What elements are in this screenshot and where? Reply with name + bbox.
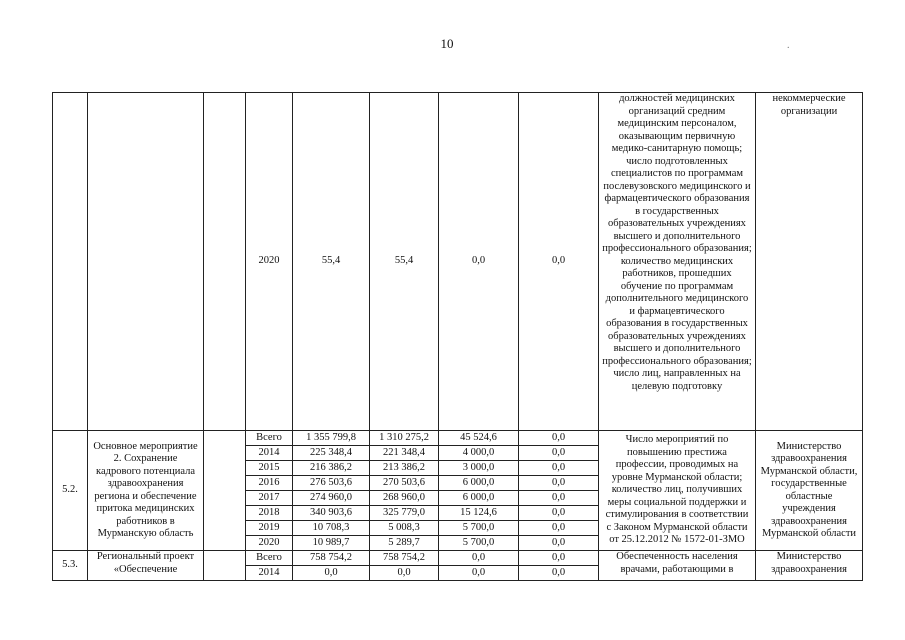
year-cell: 2018	[246, 506, 293, 521]
other-sources-cell: 0,0	[519, 93, 599, 431]
regional-budget-cell: 325 779,0	[370, 506, 439, 521]
federal-budget-cell: 6 000,0	[439, 476, 519, 491]
year-cell: Всего	[246, 431, 293, 446]
indicator-cell: Число мероприятий по повышению престижа профессии, проводимых на уровне Мурманской области; количество лиц, получивших меры социальной поддержки и стимулирования в соответствии с Законом Мурманской области от 25.12.2012 № 1572-01-ЗМО	[599, 431, 756, 551]
total-cell: 1 355 799,8	[293, 431, 370, 446]
total-cell: 0,0	[293, 566, 370, 581]
federal-budget-cell: 6 000,0	[439, 491, 519, 506]
year-cell: 2019	[246, 521, 293, 536]
year-cell: 2015	[246, 461, 293, 476]
page-number: 10	[440, 36, 454, 51]
regional-budget-cell: 221 348,4	[370, 446, 439, 461]
total-cell: 340 903,6	[293, 506, 370, 521]
other-sources-cell: 0,0	[519, 446, 599, 461]
regional-budget-cell: 55,4	[370, 93, 439, 431]
federal-budget-cell: 15 124,6	[439, 506, 519, 521]
program-measures-table	[52, 92, 863, 581]
total-cell: 10 708,3	[293, 521, 370, 536]
federal-budget-cell: 4 000,0	[439, 446, 519, 461]
other-sources-cell: 0,0	[519, 431, 599, 446]
number-cell-empty	[53, 93, 88, 431]
regional-budget-cell: 213 386,2	[370, 461, 439, 476]
other-sources-cell: 0,0	[519, 491, 599, 506]
name-cell-empty	[88, 93, 204, 431]
total-cell: 276 503,6	[293, 476, 370, 491]
executor-cell: некоммерческие организации	[756, 93, 863, 431]
federal-budget-cell: 3 000,0	[439, 461, 519, 476]
federal-budget-cell: 0,0	[439, 551, 519, 566]
federal-budget-cell: 0,0	[439, 566, 519, 581]
indicator-cell: должностей медицинских организаций средним медицинским персоналом, оказывающим первичную медико-санитарную помощь; число подготовленных специалистов по программам послевузовского медицинского и фармацевтического образования в государственных образовательных учреждениях высшего и дополнительного профессионального образования; количество медицинских работников, прошедших обучение по программам дополнительного медицинского и фармацевтического образования в государственных образовательных учреждениях высшего и дополнительного профессионального образования; число лиц, направленных на целевую подготовку	[599, 93, 756, 431]
other-sources-cell: 0,0	[519, 566, 599, 581]
regional-budget-cell: 0,0	[370, 566, 439, 581]
year-cell: 2020	[246, 93, 293, 431]
total-cell: 225 348,4	[293, 446, 370, 461]
year-cell: 2014	[246, 446, 293, 461]
indicator-cell: Обеспеченность населения врачами, работающими в	[599, 551, 756, 581]
table-row	[53, 431, 863, 446]
blank-cell	[204, 551, 246, 581]
federal-budget-cell: 5 700,0	[439, 536, 519, 551]
measure-name: Региональный проект «Обеспечение	[88, 551, 204, 581]
blank-cell	[204, 431, 246, 551]
total-cell: 758 754,2	[293, 551, 370, 566]
page-speck: .	[787, 40, 790, 51]
total-cell: 55,4	[293, 93, 370, 431]
other-sources-cell: 0,0	[519, 551, 599, 566]
other-sources-cell: 0,0	[519, 476, 599, 491]
measure-number: 5.2.	[53, 431, 88, 551]
total-cell: 274 960,0	[293, 491, 370, 506]
other-sources-cell: 0,0	[519, 461, 599, 476]
measure-number: 5.3.	[53, 551, 88, 581]
other-sources-cell: 0,0	[519, 536, 599, 551]
federal-budget-cell: 5 700,0	[439, 521, 519, 536]
year-cell: 2017	[246, 491, 293, 506]
federal-budget-cell: 45 524,6	[439, 431, 519, 446]
other-sources-cell: 0,0	[519, 521, 599, 536]
executor-cell: Министерство здравоохранения Мурманской области, государственные областные учреждения здравоохранения Мурманской области	[756, 431, 863, 551]
regional-budget-cell: 268 960,0	[370, 491, 439, 506]
other-sources-cell: 0,0	[519, 506, 599, 521]
year-cell: 2016	[246, 476, 293, 491]
blank-cell	[204, 93, 246, 431]
year-cell: 2020	[246, 536, 293, 551]
executor-cell: Министерство здравоохранения	[756, 551, 863, 581]
regional-budget-cell: 5 008,3	[370, 521, 439, 536]
continuation-row	[53, 93, 863, 431]
year-cell: 2014	[246, 566, 293, 581]
regional-budget-cell: 270 503,6	[370, 476, 439, 491]
federal-budget-cell: 0,0	[439, 93, 519, 431]
total-cell: 216 386,2	[293, 461, 370, 476]
regional-budget-cell: 5 289,7	[370, 536, 439, 551]
measure-name: Основное мероприятие 2. Сохранение кадрового потенциала здравоохранения региона и обеспечение притока медицинских работников в Мурманскую область	[88, 431, 204, 551]
year-cell: Всего	[246, 551, 293, 566]
total-cell: 10 989,7	[293, 536, 370, 551]
regional-budget-cell: 1 310 275,2	[370, 431, 439, 446]
table-row	[53, 551, 863, 566]
regional-budget-cell: 758 754,2	[370, 551, 439, 566]
